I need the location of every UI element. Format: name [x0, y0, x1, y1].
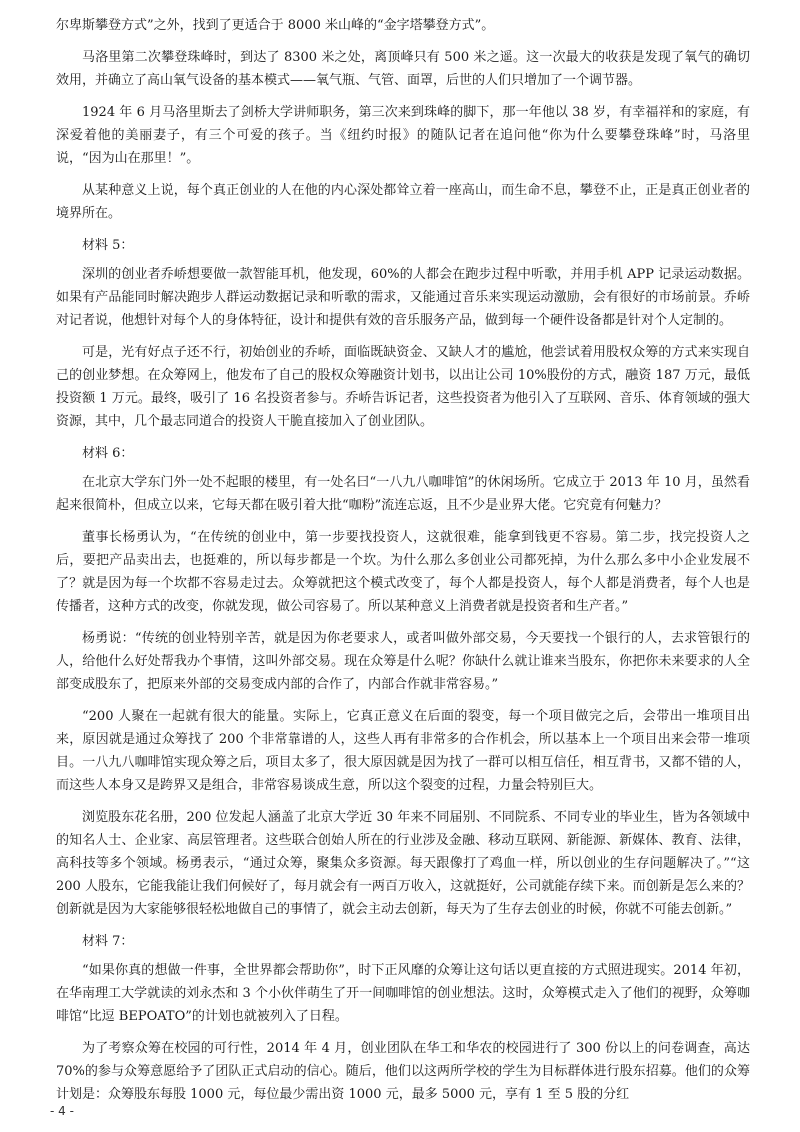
material-5-heading: 材料 5： — [82, 238, 134, 253]
paragraph: 1924 年 6 月马洛里斯去了剑桥大学讲师职务，第三次来到珠峰的脚下，那一年他以 38 岁，有幸福祥和的家庭，有深爱着他的美丽妻子，有三个可爱的孩子。当《纽约时报》的随队记者在追问他“你为什么要攀登珠峰”时，马洛里说，“因为山在那里！”。 — [56, 105, 750, 166]
paragraph: “如果你真的想做一件事，全世界都会帮助你”，时下正风靡的众筹让这句话以更直接的方式照进现实。2014 年初，在华南理工大学就读的刘永杰和 3 个小伙伴萌生了开一间咖啡馆的创业想法。这时，众筹模式走入了他们的视野，众筹咖啡馆“比逗 BEPOATO”的计划也就被列入了日程。 — [56, 963, 750, 1024]
paragraph: 浏览股东花名册，200 位发起人涵盖了北京大学近 30 年来不同届别、不同院系、不同专业的毕业生，皆为各领域中的知名人士、企业家、高层管理者。这些联合创始人所在的行业涉及金融、移动互联网、新能源、新媒体、教育、法律，高科技等多个领域。杨勇表示，“通过众筹，聚集众多资源。每天跟像打了鸡血一样，所以创业的生存问题解决了。”“这 200 人股东，它能我能让我们何候好了，每月就会有一两百万收入，这就挺好，公司就能存续下来。而创新是怎么来的？创新就是因为大家能够很轻松地做自己的事情了，就会主动去创新，每天为了生存去创业的时候，你就不可能去创新。” — [56, 810, 750, 917]
material-6-heading: 材料 6： — [82, 446, 134, 461]
paragraph: 为了考察众筹在校园的可行性，2014 年 4 月，创业团队在华工和华农的校园进行了 300 份以上的问卷调查，高达 70%的参与众筹意愿给予了团队正式启动的信心。随后，他们以这两所学校的学生为目标群体进行股东招募。他们的众筹计划是：众筹股东每股 1000 元，每位最少需出资 1000 元，最多 5000 元，享有 1 至 5 股的分红 — [56, 1041, 750, 1102]
page-number: - 4 - — [50, 1104, 74, 1118]
document-body — [56, 14, 750, 1115]
paragraph: 从某种意义上说，每个真正创业的人在他的内心深处都耸立着一座高山，而生命不息，攀登不止，正是真正创业者的境界所在。 — [56, 183, 750, 221]
paragraph: 马洛里第二次攀登珠峰时，到达了 8300 米之处，离顶峰只有 500 米之遥。这一次最大的收获是发现了氧气的确切效用，并确立了高山氧气设备的基本模式——氧气瓶、气管、面罩，后世的人们只增加了一个调节器。 — [56, 50, 750, 88]
material-7-heading: 材料 7： — [82, 934, 134, 949]
paragraph: 深圳的创业者乔峤想要做一款智能耳机，他发现，60%的人都会在跑步过程中听歌，并用手机 APP 记录运动数据。如果有产品能同时解决跑步人群运动数据记录和听歌的需求，又能通过音乐来实现运动激励，会有很好的市场前景。乔峤对记者说，他想针对每个人的身体特征，设计和提供有效的音乐服务产品，做到每一个硬件设备都是针对个人定制的。 — [56, 267, 750, 328]
paragraph-continued: 尔卑斯攀登方式”之外，找到了更适合于 8000 米山峰的“金字塔攀登方式”。 — [56, 18, 495, 33]
paragraph: 董事长杨勇认为，“在传统的创业中，第一步要找投资人，这就很难，能拿到钱更不容易。第二步，找完投资人之后，要把产品卖出去，也挺难的，所以每步都是一个坎。为什么那么多创业公司都死掉，为什么那么多中小企业发展不了？就是因为每一个坎都不容易走过去。众筹就把这个模式改变了，每个人都是投资人，每个人都是消费者，每个人也是传播者，这种方式的改变，你就发现，做公司容易了。所以某种意义上消费者就是投资者和生产者。” — [56, 530, 750, 614]
paragraph: “200 人聚在一起就有很大的能量。实际上，它真正意义在后面的裂变，每一个项目做完之后，会带出一堆项目出来，原因就是通过众筹找了 200 个非常靠谱的人，这些人再有非常多的合作机会，所以基本上一个项目出来会带一堆项目。一八九八咖啡馆实现众筹之后，项目太多了，很大原因就是因为找了一群可以相互信任，相互背书，又都不错的人，而这些人本身又是跨界又是组合，非常容易谈成生意，所以这个裂变的过程，力量会特别巨大。 — [56, 709, 750, 793]
paragraph: 杨勇说：“传统的创业特别辛苦，就是因为你老要求人，或者叫做外部交易，今天要找一个银行的人，去求管银行的人，给他什么好处帮我办个事情，这叫外部交易。现在众筹是什么呢？你缺什么就让谁来当股东，你把你未来要求的人全部变成股东了，把原来外部的交易变成内部的合作了，内部合作就非常容易。” — [56, 631, 750, 692]
paragraph: 可是，光有好点子还不行，初始创业的乔峤，面临既缺资金、又缺人才的尴尬，他尝试着用股权众筹的方式来实现自己的创业梦想。在众筹网上，他发布了自己的股权众筹融资计划书，以出让公司 10%股份的方式，融资 187 万元，最低投资额 1 万元。最终，吸引了 16 名投资者参与。乔峤告诉记者，这些投资者为他引入了互联网、音乐、体育领域的强大资源，其中，几个最志同道合的投资人干脆直接加入了创业团队。 — [56, 345, 750, 429]
paragraph: 在北京大学东门外一处不起眼的楼里，有一处名曰“一八九八咖啡馆”的休闲场所。它成立于 2013 年 10 月，虽然看起来很简朴，但成立以来，它每天都在吸引着大批“咖粉”流连忘返，且不少是业界大佬。它究竟有何魅力？ — [56, 475, 750, 513]
